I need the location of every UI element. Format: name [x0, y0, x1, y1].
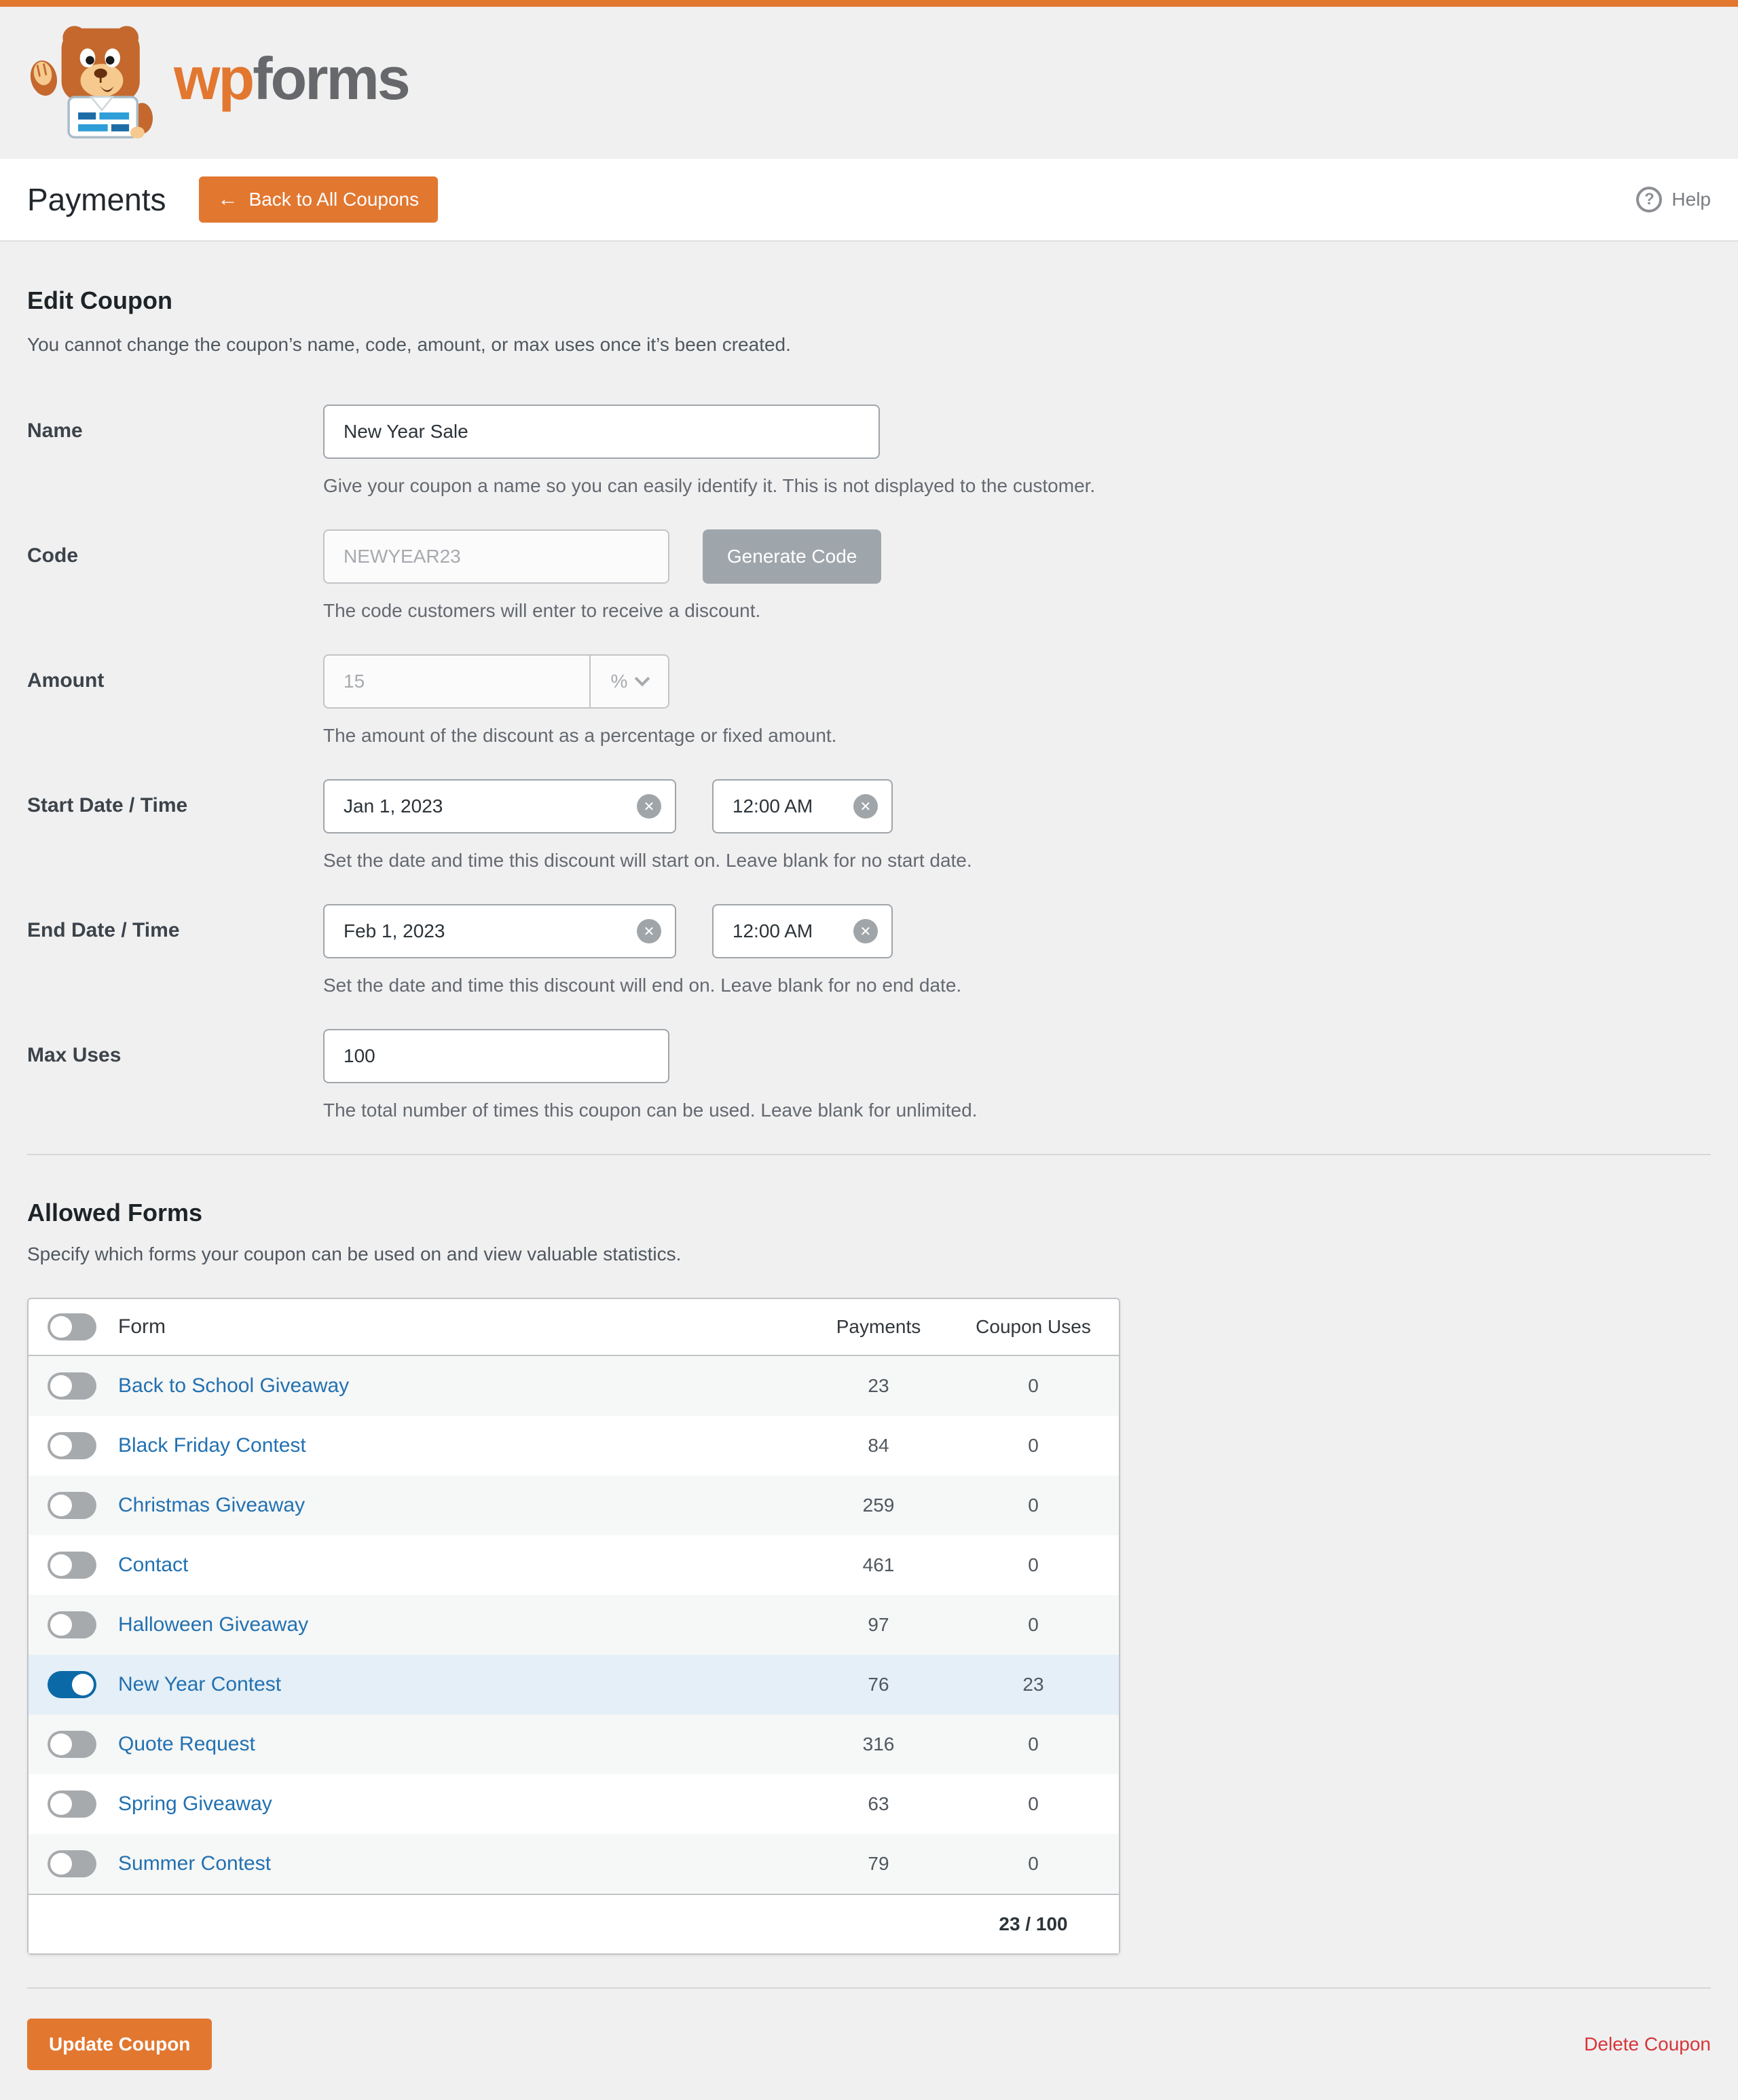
- coupon-uses-count: 0: [1028, 1793, 1039, 1814]
- form-row: [29, 1834, 1119, 1894]
- form-toggle[interactable]: [48, 1731, 96, 1758]
- form-row: [29, 1714, 1119, 1774]
- form-toggle[interactable]: [48, 1552, 96, 1579]
- payments-count: 79: [868, 1853, 889, 1874]
- form-link[interactable]: Quote Request: [118, 1733, 255, 1755]
- allowed-forms-heading: Allowed Forms: [27, 1199, 203, 1226]
- form-link[interactable]: Spring Giveaway: [118, 1793, 272, 1815]
- amount-field-row: [27, 654, 1711, 747]
- generate-code-button: Generate Code: [703, 529, 881, 584]
- wpforms-bear-icon: [27, 23, 158, 143]
- coupon-uses-count: 0: [1028, 1495, 1039, 1516]
- payments-count: 259: [862, 1495, 895, 1516]
- column-header-payments: Payments: [836, 1316, 921, 1337]
- name-field-row: [27, 405, 1711, 497]
- footer-divider: [27, 1987, 1711, 1989]
- form-link[interactable]: Halloween Giveaway: [118, 1613, 309, 1636]
- end-date-wrap: [323, 904, 676, 958]
- payments-count: 316: [862, 1733, 895, 1755]
- form-row: [29, 1535, 1119, 1595]
- edit-coupon-heading: Edit Coupon: [27, 286, 172, 314]
- table-header-row: [29, 1299, 1119, 1356]
- back-to-all-coupons-button[interactable]: [199, 176, 439, 223]
- end-field-row: [27, 904, 1711, 996]
- coupon-uses-total: 23 / 100: [999, 1913, 1068, 1934]
- max-uses-label: Max Uses: [27, 1044, 122, 1066]
- form-row: [29, 1416, 1119, 1476]
- amount-unit-value: %: [610, 671, 628, 692]
- help-link[interactable]: [1636, 187, 1711, 212]
- amount-unit-select: [589, 656, 668, 707]
- coupon-uses-count: 0: [1028, 1375, 1039, 1396]
- form-toggle[interactable]: [48, 1611, 96, 1638]
- coupon-uses-count: 0: [1028, 1554, 1039, 1575]
- form-row: [29, 1476, 1119, 1535]
- payments-count: 23: [868, 1375, 889, 1396]
- update-coupon-button[interactable]: Update Coupon: [27, 2019, 212, 2070]
- coupon-uses-count: 0: [1028, 1614, 1039, 1635]
- max-uses-field-row: [27, 1029, 1711, 1121]
- wpforms-logo: [27, 23, 409, 143]
- name-label: Name: [27, 419, 83, 442]
- form-row: [29, 1655, 1119, 1714]
- form-link[interactable]: Summer Contest: [118, 1852, 272, 1875]
- start-date-clear-icon[interactable]: ✕: [637, 794, 661, 819]
- name-input[interactable]: [323, 405, 880, 459]
- payments-count: 63: [868, 1793, 889, 1814]
- back-button-label: Back to All Coupons: [248, 189, 420, 210]
- amount-input: [325, 656, 589, 707]
- end-time-wrap: [712, 904, 893, 958]
- code-input: [323, 529, 669, 584]
- allowed-forms-body: [29, 1356, 1119, 1894]
- coupon-uses-count: 0: [1028, 1733, 1039, 1755]
- allowed-forms-intro: Specify which forms your coupon can be used on and view valuable statistics.: [27, 1243, 682, 1264]
- max-uses-input[interactable]: [323, 1029, 669, 1083]
- form-toggle[interactable]: [48, 1850, 96, 1877]
- end-hint: Set the date and time this discount will end on. Leave blank for no end date.: [323, 975, 962, 996]
- end-date-clear-icon[interactable]: ✕: [637, 919, 661, 943]
- coupon-uses-count: 0: [1028, 1853, 1039, 1874]
- form-link[interactable]: Back to School Giveaway: [118, 1374, 350, 1397]
- code-label: Code: [27, 544, 78, 567]
- end-date-input[interactable]: [323, 904, 676, 958]
- form-link[interactable]: Black Friday Contest: [118, 1434, 306, 1457]
- form-toggle[interactable]: [48, 1671, 96, 1698]
- form-link[interactable]: New Year Contest: [118, 1673, 282, 1695]
- column-header-coupon-uses: Coupon Uses: [976, 1316, 1091, 1337]
- form-row: [29, 1595, 1119, 1655]
- start-date-wrap: [323, 779, 676, 833]
- chevron-down-icon: [635, 671, 650, 687]
- start-time-clear-icon[interactable]: ✕: [853, 794, 878, 819]
- coupon-uses-count: 23: [1022, 1674, 1044, 1695]
- page-title: Payments: [27, 182, 166, 217]
- amount-label: Amount: [27, 669, 105, 692]
- master-form-toggle[interactable]: [48, 1313, 96, 1340]
- code-hint: The code customers will enter to receive a discount.: [323, 600, 761, 621]
- top-accent-bar: [0, 0, 1738, 7]
- name-hint: Give your coupon a name so you can easily identify it. This is not displayed to the customer.: [323, 475, 1096, 496]
- form-row: [29, 1774, 1119, 1834]
- page-toolbar: [0, 159, 1738, 240]
- start-hint: Set the date and time this discount will start on. Leave blank for no start date.: [323, 850, 972, 871]
- start-date-input[interactable]: [323, 779, 676, 833]
- form-toggle[interactable]: [48, 1790, 96, 1818]
- help-question-icon: ?: [1636, 187, 1662, 212]
- payments-count: 76: [868, 1674, 889, 1695]
- max-uses-hint: The total number of times this coupon can be used. Leave blank for unlimited.: [323, 1100, 978, 1121]
- code-field-row: [27, 529, 1711, 622]
- brand-header: [0, 7, 1738, 159]
- start-label: Start Date / Time: [27, 794, 188, 817]
- end-time-clear-icon[interactable]: ✕: [853, 919, 878, 943]
- payments-count: 97: [868, 1614, 889, 1635]
- edit-coupon-intro: You cannot change the coupon’s name, code, amount, or max uses once it’s been created.: [27, 334, 791, 355]
- table-footer-row: [29, 1894, 1119, 1953]
- start-field-row: [27, 779, 1711, 871]
- start-time-wrap: [712, 779, 893, 833]
- form-link[interactable]: Contact: [118, 1554, 189, 1576]
- form-link[interactable]: Christmas Giveaway: [118, 1494, 306, 1516]
- form-row: [29, 1356, 1119, 1416]
- amount-input-group: [323, 654, 669, 709]
- amount-hint: The amount of the discount as a percentage or fixed amount.: [323, 725, 837, 746]
- allowed-forms-table: [27, 1298, 1120, 1955]
- coupon-form: [27, 405, 1711, 1121]
- payments-count: 461: [862, 1554, 895, 1575]
- footer-actions: [27, 2019, 1711, 2100]
- coupon-uses-count: 0: [1028, 1435, 1039, 1456]
- form-toggle[interactable]: [48, 1372, 96, 1400]
- section-divider: [27, 1154, 1711, 1155]
- page-content: [0, 240, 1738, 2100]
- help-label: Help: [1671, 189, 1711, 210]
- back-arrow-icon: ←: [217, 188, 238, 210]
- wpforms-wordmark: wpforms: [174, 45, 409, 112]
- payments-count: 84: [868, 1435, 889, 1456]
- form-toggle[interactable]: [48, 1432, 96, 1459]
- delete-coupon-link[interactable]: Delete Coupon: [1584, 2033, 1711, 2055]
- form-toggle[interactable]: [48, 1492, 96, 1519]
- column-header-form: Form: [118, 1315, 166, 1338]
- end-label: End Date / Time: [27, 919, 180, 941]
